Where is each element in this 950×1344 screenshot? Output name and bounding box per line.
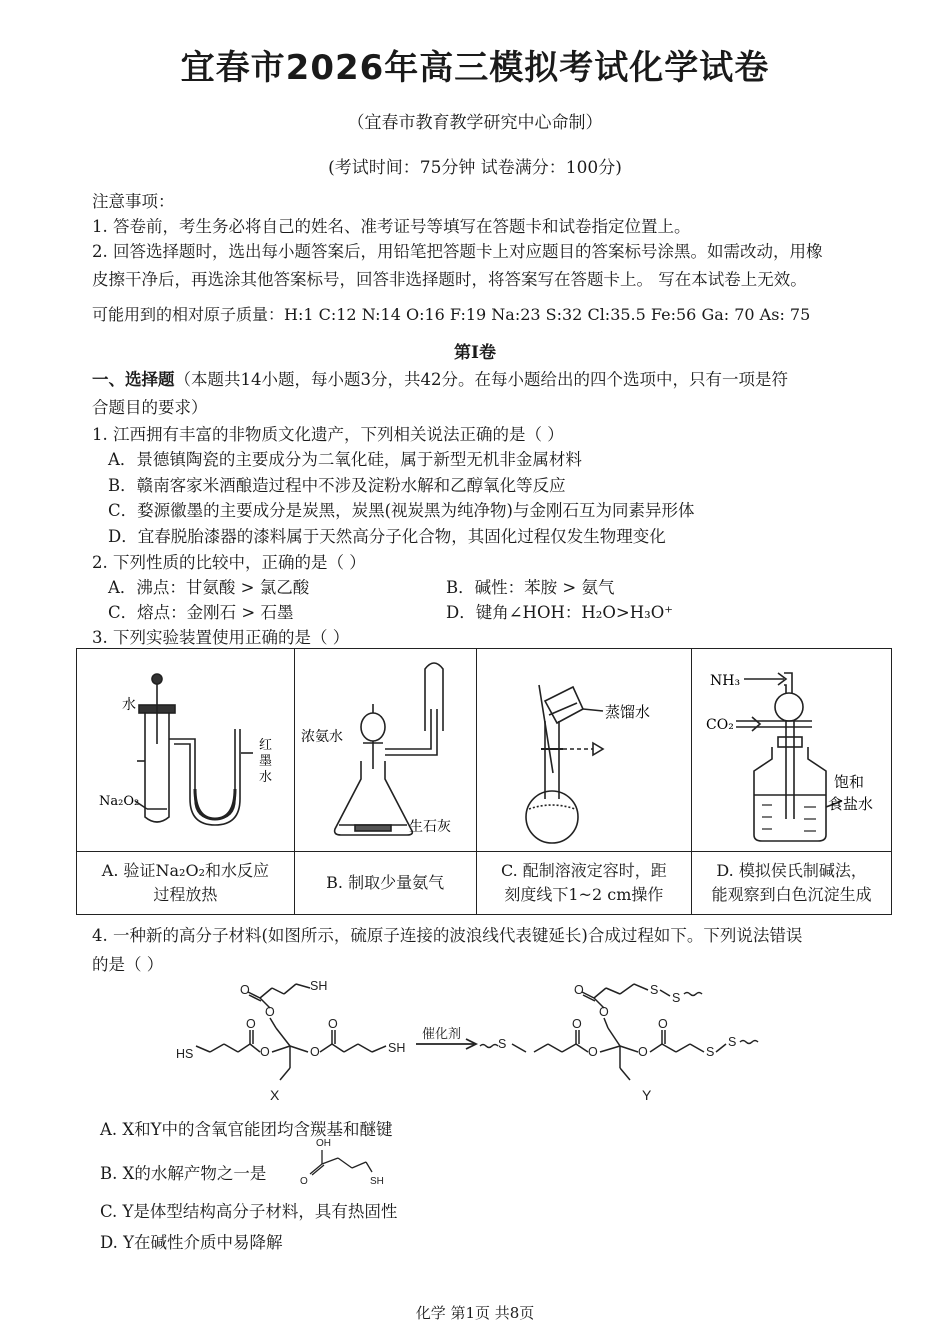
notice-item-2-line-1: 2. 回答选择题时，选出每小题答案后，用铅笔把答题卡上对应题目的答案标号涂黑。如需改动，用橡: [92, 242, 823, 261]
caption-b: [294, 852, 476, 915]
label-x: X: [270, 1087, 280, 1103]
figure-c-volumetric-flask: [477, 649, 691, 851]
notice-heading: 注意事项：: [92, 192, 175, 211]
x-o-left: O: [246, 1017, 256, 1031]
struct-o: O: [300, 1176, 308, 1187]
label-brine-1: 饱和: [834, 773, 865, 791]
q2-stem: 2. 下列性质的比较中，正确的是（ ）: [92, 553, 366, 572]
caption-a-line-1: A. 验证Na₂O₂和水反应: [101, 861, 269, 880]
notice-item-2-line-2: 皮擦干净后，再选涂其他答案标号，回答非选择题时，将答案写在答题卡上。 写在本试卷上无效。: [92, 270, 807, 289]
y-s-top-1: S: [650, 983, 659, 997]
y-s-right-2: S: [728, 1035, 737, 1049]
hydrolysis-product-structure: [296, 1134, 406, 1190]
label-quicklime: 生石灰: [408, 819, 451, 835]
x-o-ester-left: O: [260, 1045, 270, 1059]
q4-reaction-scheme: [160, 968, 800, 1108]
x-o-ester-right: O: [310, 1045, 320, 1059]
caption-c-line-2: 刻度线下1~2 cm操作: [504, 885, 664, 904]
y-o-ester-right: O: [638, 1045, 648, 1059]
q1-option-d: D．宜春脱胎漆器的漆料属于天然高分子化合物，其固化过程仅发生物理变化: [108, 527, 666, 546]
x-o-top: O: [240, 983, 250, 997]
caption-d-line-1: D. 模拟侯氏制碱法，: [716, 861, 867, 880]
figure-b-ammonia-setup: [295, 649, 475, 851]
label-catalyst: 催化剂: [422, 1026, 462, 1041]
q4-stem-line-1: 4. 一种新的高分子材料(如图所示，硫原子连接的波浪线代表键延长)合成过程如下。下列说法错误: [92, 926, 803, 945]
q1-option-c: C．婺源徽墨的主要成分是炭黑，炭黑(视炭黑为纯净物)与金刚石互为同素异形体: [108, 501, 695, 520]
q4-option-c: C. Y是体型结构高分子材料，具有热固性: [100, 1202, 398, 1221]
caption-c: [476, 852, 692, 915]
atomic-masses: 可能用到的相对原子质量：H:1 C:12 N:14 O:16 F:19 Na:23 S:32 Cl:35.5 Fe:56 Ga: 70 As: 75: [92, 305, 811, 324]
struct-sh: SH: [370, 1176, 384, 1187]
label-distilled-water: 蒸馏水: [604, 703, 650, 721]
volume-heading: 第Ⅰ卷: [454, 343, 496, 363]
q2-option-a: A．沸点：甘氨酸 > 氯乙酸: [108, 578, 310, 597]
issuer-line: （宜春市教育教学研究中心命制）: [347, 113, 603, 133]
y-o-top: O: [574, 983, 584, 997]
q1-option-a: A．景德镇陶瓷的主要成分为二氧化硅，属于新型无机非金属材料: [108, 450, 582, 469]
caption-b-line-1: B. 制取少量氨气: [326, 873, 445, 892]
exam-info-line: (考试时间：75分钟 试卷满分：100分): [328, 158, 622, 178]
section-heading-line: [92, 366, 788, 390]
section-desc-2: 合题目的要求）: [92, 398, 208, 417]
label-red-ink-1: 红: [259, 738, 273, 753]
q4-option-d: D. Y在碱性介质中易降解: [100, 1233, 283, 1252]
y-o-right: O: [658, 1017, 668, 1031]
y-s-right-1: S: [706, 1045, 715, 1059]
caption-a: [77, 852, 295, 915]
figure-c-cell: [476, 649, 692, 852]
figure-b-cell: [294, 649, 476, 852]
caption-c-line-1: C. 配制溶液定容时，距: [500, 861, 667, 880]
x-hs-left: HS: [176, 1047, 194, 1061]
q4-option-a: A. X和Y中的含氧官能团均含羰基和醚键: [100, 1120, 393, 1139]
y-o-left: O: [572, 1017, 582, 1031]
q1-stem: 1. 江西拥有丰富的非物质文化遗产，下列相关说法正确的是（ ）: [92, 425, 564, 444]
caption-d: [692, 852, 892, 915]
x-o-right: O: [328, 1017, 338, 1031]
caption-d-line-2: 能观察到白色沉淀生成: [711, 885, 872, 904]
q2-option-b: B．碱性：苯胺 > 氨气: [446, 578, 615, 597]
label-brine-2: 食盐水: [828, 795, 874, 813]
q1-option-b: B．赣南客家米酒酿造过程中不涉及淀粉水解和乙醇氧化等反应: [108, 476, 566, 495]
y-s-1: S: [498, 1037, 507, 1051]
label-water-a: 水: [122, 697, 136, 713]
q4-option-b: B. X的水解产物之一是: [100, 1164, 267, 1183]
page-footer: 化学 第1页 共8页: [415, 1304, 535, 1322]
y-o-ester-left: O: [588, 1045, 598, 1059]
q3-stem: 3. 下列实验装置使用正确的是（ ）: [92, 628, 350, 647]
label-na2o2: Na₂O₂: [99, 794, 140, 809]
label-conc-ammonia: 浓氨水: [300, 729, 343, 745]
q2-option-d: D．键角∠HOH：H₂O>H₃O⁺: [446, 603, 673, 622]
figure-d-cell: [692, 649, 892, 852]
y-o-ester-top: O: [599, 1005, 609, 1019]
q4-stem-line-2: 的是（ ）: [92, 955, 164, 974]
section-heading: 一、选择题: [92, 370, 175, 389]
notice-item-1: 1. 答卷前，考生务必将自己的姓名、准考证号等填写在答题卡和试卷指定位置上。: [92, 217, 691, 236]
label-co2: CO₂: [706, 717, 735, 733]
section-desc-1: （本题共14小题，每小题3分，共42分。在每小题给出的四个选项中，只有一项是符: [174, 370, 788, 389]
label-red-ink-2: 墨: [259, 754, 273, 769]
x-sh-top: SH: [310, 979, 328, 993]
figure-a-exothermic-test: [77, 649, 293, 851]
label-nh3: NH₃: [710, 673, 741, 689]
x-o-ester-top: O: [265, 1005, 275, 1019]
label-y: Y: [642, 1087, 652, 1103]
figure-d-hou-process: [692, 649, 890, 851]
x-sh-right: SH: [388, 1041, 406, 1055]
label-red-ink-3: 水: [259, 770, 273, 785]
apparatus-table: [76, 648, 892, 915]
caption-a-line-2: 过程放热: [153, 885, 218, 904]
q2-option-c: C．熔点：金刚石 > 石墨: [108, 603, 294, 622]
y-s-top-2: S: [672, 991, 681, 1005]
figure-a-cell: [77, 649, 295, 852]
exam-title: 宜春市2026年高三模拟考试化学试卷: [180, 48, 770, 88]
label-red-ink: [259, 738, 272, 785]
struct-oh: OH: [316, 1138, 331, 1149]
